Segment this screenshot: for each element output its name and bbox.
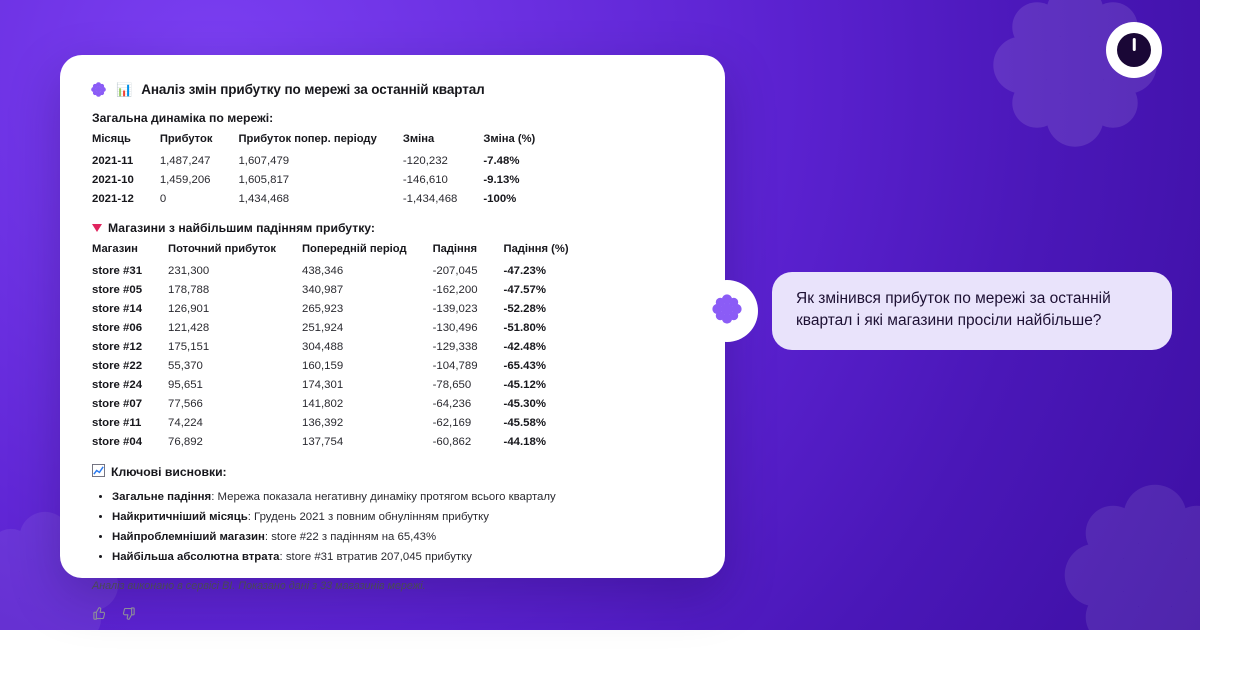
chart-increasing-icon xyxy=(92,464,105,480)
table-row xyxy=(92,261,595,280)
cell-previous-period: 160,159 xyxy=(301,359,344,372)
col-change-pct: Зміна (%) xyxy=(483,133,536,145)
cell-prev-profit: 1,605,817 xyxy=(238,173,290,186)
avatar xyxy=(696,280,758,342)
finding-label: Найбільша абсолютна втрата xyxy=(112,550,280,563)
table-header-row xyxy=(92,133,561,151)
cell-previous-period: 340,987 xyxy=(301,283,344,296)
list-item xyxy=(112,548,695,568)
finding-label: Найпроблемніший магазин xyxy=(112,530,265,543)
col-current-profit: Поточний прибуток xyxy=(168,243,276,255)
col-drop-pct: Падіння (%) xyxy=(503,243,569,255)
overview-table xyxy=(92,133,561,208)
conclusions-heading: Ключові висновки: xyxy=(111,465,227,479)
cell-month: 2021-11 xyxy=(92,154,134,167)
cell-drop-pct: -45.12% xyxy=(503,378,546,391)
col-change: Зміна xyxy=(402,133,435,145)
cell-drop-pct: -45.58% xyxy=(503,416,546,429)
cell-store: store #07 xyxy=(92,397,143,410)
conclusions-heading-row xyxy=(92,464,695,480)
cell-drop: -139,023 xyxy=(432,302,478,315)
cell-change: -1,434,468 xyxy=(402,192,458,205)
cell-prev-profit: 1,607,479 xyxy=(238,154,290,167)
col-profit: Прибуток xyxy=(159,133,213,145)
stores-table xyxy=(92,243,595,451)
cell-drop-pct: -42.48% xyxy=(503,340,546,353)
stores-heading-row xyxy=(92,221,695,235)
triangle-down-icon xyxy=(92,224,102,232)
cell-store: store #14 xyxy=(92,302,143,315)
cell-current-profit: 231,300 xyxy=(168,264,210,277)
col-month: Місяць xyxy=(92,133,131,145)
brand-logo xyxy=(1106,22,1162,78)
cell-prev-profit: 1,434,468 xyxy=(238,192,290,205)
cell-drop-pct: -44.18% xyxy=(503,435,546,448)
cell-month: 2021-10 xyxy=(92,173,134,186)
cell-drop-pct: -45.30% xyxy=(503,397,546,410)
cell-drop: -207,045 xyxy=(432,264,478,277)
cell-current-profit: 175,151 xyxy=(168,340,210,353)
table-header-row xyxy=(92,243,595,261)
cell-drop: -60,862 xyxy=(432,435,472,448)
cell-drop: -78,650 xyxy=(432,378,472,391)
cell-store: store #24 xyxy=(92,378,143,391)
thumbs-up-icon[interactable] xyxy=(92,606,107,621)
finding-text: : store #22 з падінням на 65,43% xyxy=(264,530,437,543)
cell-store: store #12 xyxy=(92,340,143,353)
flower-icon xyxy=(1050,470,1260,680)
user-message-bubble: Як змінився прибуток по мережі за останній квартал і які магазини просіли найбільше? xyxy=(772,272,1172,350)
cell-previous-period: 174,301 xyxy=(301,378,344,391)
cell-drop: -130,496 xyxy=(432,321,478,334)
col-drop: Падіння xyxy=(432,243,478,255)
assistant-message-title: Аналіз змін прибутку по мережі за останній квартал xyxy=(141,82,485,97)
table-row xyxy=(92,280,595,299)
flower-icon xyxy=(90,81,107,98)
cell-store: store #22 xyxy=(92,359,143,372)
cell-change-pct: -9.13% xyxy=(483,173,520,186)
cell-previous-period: 438,346 xyxy=(301,264,344,277)
cell-store: store #05 xyxy=(92,283,143,296)
flower-icon xyxy=(710,292,744,331)
cell-drop-pct: -47.23% xyxy=(503,264,546,277)
cell-drop: -129,338 xyxy=(432,340,478,353)
cell-drop: -162,200 xyxy=(432,283,478,296)
cell-previous-period: 141,802 xyxy=(301,397,344,410)
table-row xyxy=(92,151,561,170)
bar-chart-icon: 📊 xyxy=(116,81,133,97)
table-row xyxy=(92,413,595,432)
col-prev-profit: Прибуток попер. періоду xyxy=(238,133,377,145)
circle-clock-icon xyxy=(1117,33,1151,67)
assistant-message-header xyxy=(90,81,695,98)
finding-text: : Мережа показала негативну динаміку протягом всього кварталу xyxy=(211,491,556,503)
cell-drop-pct: -65.43% xyxy=(503,359,546,372)
stores-heading: Магазини з найбільшим падінням прибутку: xyxy=(108,221,375,235)
table-row xyxy=(92,432,595,451)
thumbs-down-icon[interactable] xyxy=(121,606,136,621)
cell-drop: -62,169 xyxy=(432,416,472,429)
cell-drop-pct: -47.57% xyxy=(503,283,546,296)
cell-change: -120,232 xyxy=(402,154,448,167)
table-row xyxy=(92,356,595,375)
cell-current-profit: 74,224 xyxy=(168,416,203,429)
cell-previous-period: 137,754 xyxy=(301,435,344,448)
cell-drop: -64,236 xyxy=(432,397,472,410)
cell-profit: 1,459,206 xyxy=(159,173,211,186)
conclusions-list xyxy=(90,488,695,568)
overview-heading: Загальна динаміка по мережі: xyxy=(92,111,274,125)
table-row xyxy=(92,299,595,318)
assistant-message-card xyxy=(60,55,725,592)
col-previous-period: Попередній період xyxy=(301,243,407,255)
finding-text: : Грудень 2021 з повним обнулінням прибутку xyxy=(247,510,489,523)
cell-current-profit: 178,788 xyxy=(168,283,210,296)
user-message-row xyxy=(696,272,1172,350)
cell-current-profit: 77,566 xyxy=(168,397,203,410)
table-row xyxy=(92,189,561,208)
cell-store: store #31 xyxy=(92,264,143,277)
cell-store: store #06 xyxy=(92,321,143,334)
cell-current-profit: 121,428 xyxy=(168,321,210,334)
cell-previous-period: 136,392 xyxy=(301,416,344,429)
cell-profit: 1,487,247 xyxy=(159,154,211,167)
list-item xyxy=(112,488,695,508)
table-row xyxy=(92,394,595,413)
table-row xyxy=(92,318,595,337)
cell-previous-period: 265,923 xyxy=(301,302,344,315)
footnote: Аналіз виконано в сервісі BI. Показано дані з 33 магазинів мережі. xyxy=(92,579,426,592)
cell-current-profit: 76,892 xyxy=(168,435,203,448)
table-row xyxy=(92,170,561,189)
feedback-actions xyxy=(92,606,695,621)
cell-month: 2021-12 xyxy=(92,192,134,205)
cell-change: -146,610 xyxy=(402,173,448,186)
cell-previous-period: 304,488 xyxy=(301,340,344,353)
cell-previous-period: 251,924 xyxy=(301,321,344,334)
cell-current-profit: 95,651 xyxy=(168,378,203,391)
cell-change-pct: -100% xyxy=(483,192,517,205)
list-item xyxy=(112,528,695,548)
cell-drop-pct: -52.28% xyxy=(503,302,546,315)
cell-change-pct: -7.48% xyxy=(483,154,520,167)
cell-current-profit: 55,370 xyxy=(168,359,203,372)
finding-label: Найкритичніший місяць xyxy=(112,510,248,523)
table-row xyxy=(92,375,595,394)
cell-profit: 0 xyxy=(159,192,167,205)
cell-store: store #11 xyxy=(92,416,142,429)
finding-label: Загальне падіння xyxy=(112,491,212,503)
cell-drop-pct: -51.80% xyxy=(503,321,546,334)
list-item xyxy=(112,508,695,528)
finding-text: : store #31 втратив 207,045 прибутку xyxy=(279,550,472,563)
cell-store: store #04 xyxy=(92,435,143,448)
cell-current-profit: 126,901 xyxy=(168,302,210,315)
col-store: Магазин xyxy=(92,243,138,255)
cell-drop: -104,789 xyxy=(432,359,478,372)
table-row xyxy=(92,337,595,356)
